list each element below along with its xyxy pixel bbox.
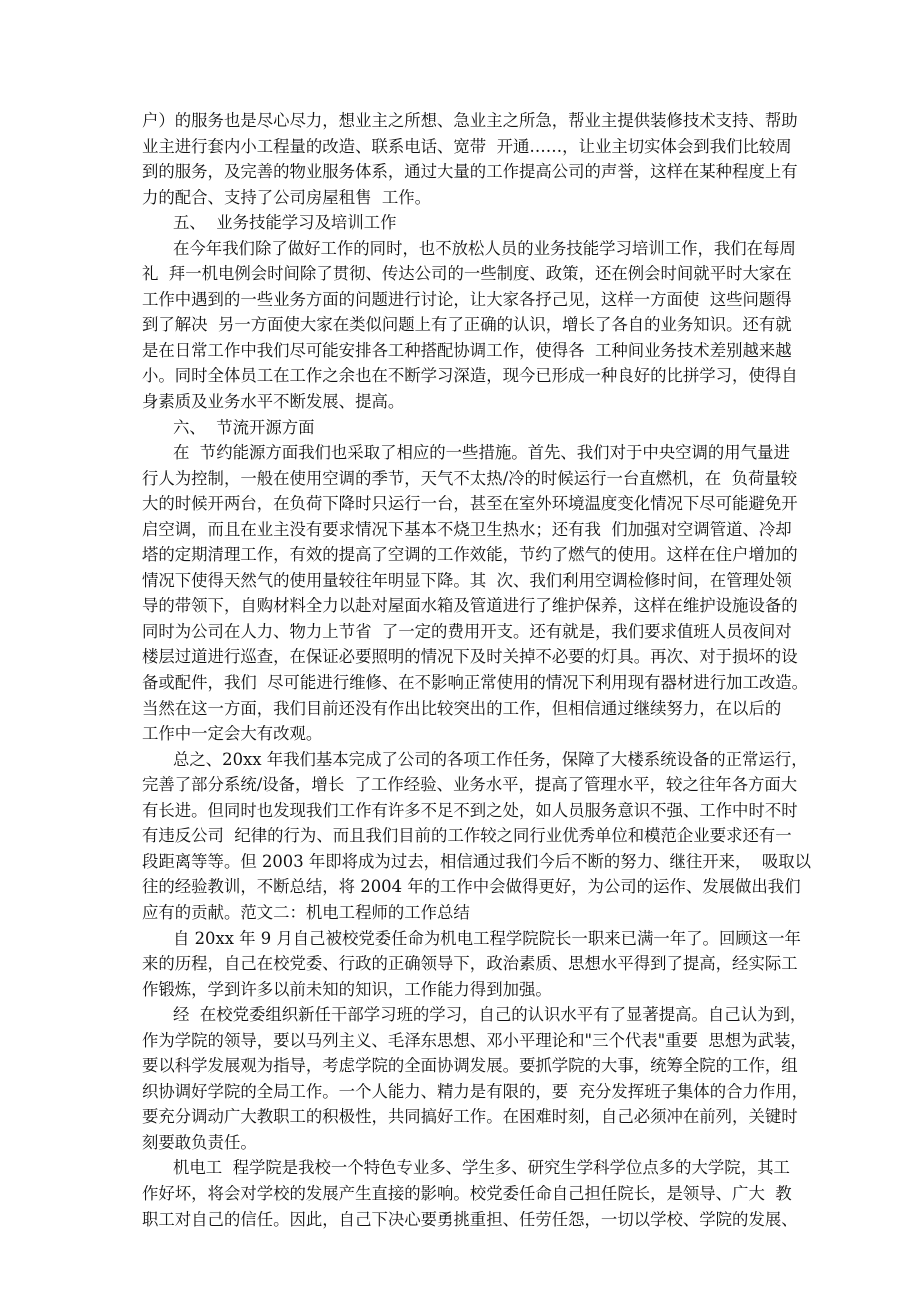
text-line: 小。同时全体员工在工作之余也在不断学习深造，现今已形成一种良好的比拼学习，使得自 xyxy=(142,366,798,386)
text-line: 户）的服务也是尽心尽力，想业主之所想、急业主之所急，帮业主提供装修技术支持、帮助 xyxy=(142,111,798,130)
text-line: 段距离等等。但 2003 年即将成为过去，相信通过我们今后不断的努力、继往开来， 吸取以 xyxy=(142,851,812,871)
text-line: 总之、20xx 年我们基本完成了公司的各项工作任务，保障了大楼系统设备的正常运行， xyxy=(173,749,808,769)
text-line: 刻要敢负责任。 xyxy=(142,1132,257,1152)
text-line: 往的经验教训，不断总结，将 2004 年的工作中会做得更好，为公司的运作、发展做出我们 xyxy=(142,877,801,897)
text-line: 职工对自己的信任。因此，自己下决心要勇挑重担、任劳任怨，一切以学校、学院的发展、 xyxy=(142,1209,798,1229)
text-line: 工作中一定会大有改观。 xyxy=(142,724,323,744)
text-line: 来的历程，自己在校党委、行政的正确领导下，政治素质、思想水平得到了提高，经实际工 xyxy=(142,954,798,974)
text-line: 作锻炼，学到许多以前未知的知识，工作能力得到加强。 xyxy=(142,979,552,999)
text-line: 应有的贡献。范文二：机电工程师的工作总结 xyxy=(142,902,470,922)
text-line: 当然在这一方面，我们目前还没有作出比较突出的工作，但相信通过继续努力，在以后的 xyxy=(142,698,782,718)
text-line: 情况下使得天然气的使用量较往年明显下降。其 次、我们利用空调检修时间，在管理处领 xyxy=(142,570,792,590)
text-line: 身素质及业务水平不断发展、提高。 xyxy=(142,392,405,412)
text-line: 织协调好学院的全局工作。一个人能力、精力是有限的，要 充分发挥班子集体的合力作用， xyxy=(142,1081,809,1101)
text-line: 作为学院的领导，要以马列主义、毛泽东思想、邓小平理论和"三个代表"重要 思想为武装， xyxy=(142,1030,807,1050)
text-line: 行人为控制，一般在使用空调的季节，天气不太热/冷的时候运行一台直燃机，在 负荷量较 xyxy=(142,468,798,488)
text-line: 完善了部分系统/设备，增长 了工作经验、业务水平，提高了管理水平，较之往年各方面大 xyxy=(142,775,798,795)
text-line: 是在日常工作中我们尽可能安排各工种搭配协调工作，使得各 工种间业务技术差别越来越 xyxy=(142,340,792,360)
text-line: 有违反公司 纪律的行为、而且我们目前的工作较之同行业优秀单位和模范企业要求还有一 xyxy=(142,826,792,846)
text-line: 五、 业务技能学习及培训工作 xyxy=(173,213,397,233)
text-line: 备或配件，我们 尽可能进行维修、在不影响正常使用的情况下利用现有器材进行加工改造。 xyxy=(142,673,809,693)
text-line: 到了解决 另一方面使大家在类似问题上有了正确的认识，增长了各自的业务知识。还有就 xyxy=(142,315,792,335)
text-line: 经 在校党委组织新任干部学习班的学习，自己的认识水平有了显著提高。自己认为到， xyxy=(173,1005,807,1025)
text-line: 要充分调动广大教职工的积极性，共同搞好工作。在困难时刻，自己必须冲在前列，关键时 xyxy=(142,1107,798,1127)
text-line: 力的配合、支持了公司房屋租售 工作。 xyxy=(142,187,432,207)
text-line: 同时为公司在人力、物力上节省 了一定的费用开支。还有就是，我们要求值班人员夜间对 xyxy=(142,621,792,641)
text-line: 到的服务，及完善的物业服务体系，通过大量的工作提高公司的声誉，这样在某种程度上有 xyxy=(142,162,798,182)
text-line: 在今年我们除了做好工作的同时，也不放松人员的业务技能学习培训工作，我们在每周 xyxy=(173,238,796,258)
text-line: 工作中遇到的一些业务方面的问题进行讨论，让大家各抒己见，这样一方面使 这些问题得 xyxy=(142,289,792,309)
text-line: 塔的定期清理工作，有效的提高了空调的工作效能，节约了燃气的使用。这样在住户增加的 xyxy=(142,545,798,565)
text-line: 楼层过道进行巡查，在保证必要照明的情况下及时关掉不必要的灯具。再次、对于损坏的设 xyxy=(142,647,798,667)
text-line: 要以科学发展观为指导，考虑学院的全面协调发展。要抓学院的大事，统筹全院的工作，组 xyxy=(142,1056,798,1076)
document-body xyxy=(142,108,812,1232)
text-line: 作好坏，将会对学校的发展产生直接的影响。校党委任命自己担任院长，是领导、广大 教 xyxy=(142,1183,792,1203)
text-line: 礼 拜一机电例会时间除了贯彻、传达公司的一些制度、政策，还在例会时间就平时大家在 xyxy=(142,264,792,284)
text-line: 有长进。但同时也发现我们工作有许多不足不到之处，如人员服务意识不强、工作中时不时 xyxy=(142,800,798,820)
text-line: 自 20xx 年 9 月自己被校党委任命为机电工程学院院长一职来已满一年了。回顾这一年 xyxy=(173,928,801,948)
text-line: 业主进行套内小工程量的改造、联系电话、宽带 开通……，让业主切实体会到我们比较周 xyxy=(142,136,792,156)
text-line: 机电工 程学院是我校一个特色专业多、学生多、研究生学科学位点多的大学院，其工 xyxy=(173,1158,790,1178)
text-line: 在 节约能源方面我们也采取了相应的一些措施。首先、我们对于中央空调的用气量进 xyxy=(173,443,790,463)
text-line: 导的带领下，自购材料全力以赴对屋面水箱及管道进行了维护保养，这样在维护设施设备的 xyxy=(142,596,798,616)
text-line: 启空调，而且在业主没有要求情况下基本不烧卫生热水；还有我 们加强对空调管道、冷却 xyxy=(142,519,792,539)
text-line: 六、 节流开源方面 xyxy=(173,417,315,437)
text-line: 大的时候开两台，在负荷下降时只运行一台，甚至在室外环境温度变化情况下尽可能避免开 xyxy=(142,494,798,514)
